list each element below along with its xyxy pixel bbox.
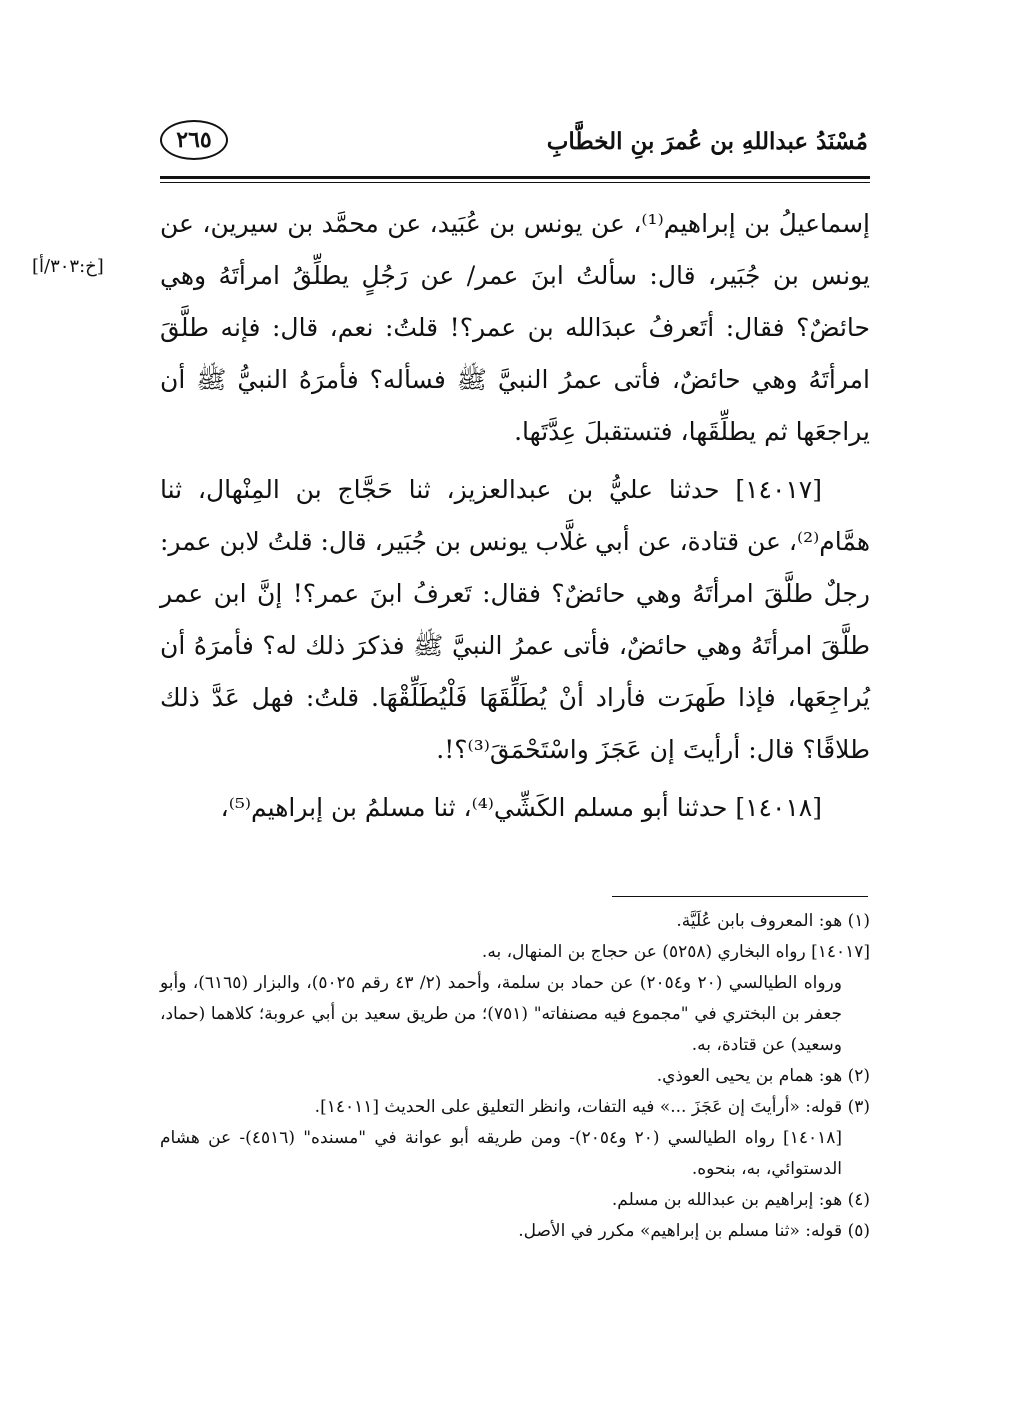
hadith-14017: [١٤٠١٧] حدثنا عليُّ بن عبدالعزيز، ثنا حَجَّاج بن المِنْهال، ثنا همَّام⁽²⁾، عن قتادة، عن أبي غلَّاب يونس بن جُبَير، قال: قلتُ لابن عمر: رجلٌ طلَّقَ امرأتَهُ وهي حائضٌ؟ فقال: تَعرفُ ابنَ عمر؟! إنَّ ابن عمر طلَّقَ امرأتَهُ وهي حائضٌ، فأتى عمرُ النبيَّ ﷺ فذكرَ ذلك له؟ فأمرَهُ أن يُراجِعَها، فإذا طَهرَت فأراد أنْ يُطَلِّقَهَا فَلْيُطَلِّقْهَا. قلتُ: فهل عَدَّ ذلك طلاقًا؟ قال: أرأيتَ إن عَجَزَ واسْتَحْمَقَ⁽³⁾؟!. [160,475,870,764]
paragraph-1: إسماعيلُ بن إبراهيم⁽¹⁾، عن يونس بن عُبَيد، عن محمَّد بن سيرين، عن يونس بن جُبَير، قال: سألتُ ابنَ عمر/ عن رَجُلٍ يطلِّقُ امرأتَهُ وهي حائضٌ؟ فقال: أتَعرفُ عبدَالله بن عمر؟! قلتُ: نعم، قال: فإنه طلَّقَ امرأتَهُ وهي حائضٌ، فأتى عمرُ النبيَّ ﷺ فسأله؟ فأمرَهُ النبيُّ ﷺ أن يراجعَها ثم يطلِّقَها، فتستقبلَ عِدَّتَها. [160,209,870,446]
footnote-14017: [١٤٠١٧] رواه البخاري (٥٢٥٨) عن حجاج بن المنهال، به. [481,942,870,962]
page-header [160,118,870,170]
running-title: مُسْنَدُ عبداللهِ بن عُمرَ بنِ الخطَّابِ [546,128,868,155]
footnote-1: (١) هو: المعروف بابن عُلَيَّة. [676,911,870,931]
main-text [160,198,870,840]
footnote-2: (٢) هو: همام بن يحيى العوذي. [656,1066,870,1086]
footnote-14018: [١٤٠١٨] رواه الطيالسي (٢٠ و٢٠٥٤)- ومن طريقه أبو عوانة في "مسنده" (٤٥١٦)- عن هشام الدستوائي، به، بنحوه. [160,1128,842,1179]
page-number-badge: ٢٦٥ [160,120,228,160]
footnote-separator [612,896,868,897]
footnote-14017-cont: ورواه الطيالسي (٢٠ و٢٠٥٤) عن حماد بن سلمة، وأحمد (٢/ ٤٣ رقم ٥٠٢٥)، والبزار (٦١٦٥)، وأبو جعفر بن البختري في "مجموع فيه مصنفاته" (٧٥١)؛ من طريق سعيد بن أبي عروبة؛ كلاهما (حماد، وسعيد) عن قتادة، به. [160,973,843,1055]
manuscript-margin-reference: [خ:٣٠٣/أ] [32,256,104,277]
footnote-3: (٣) قوله: «أرأيتَ إن عَجَزَ ...» فيه التفات، وانظر التعليق على الحديث [١٤٠١١]. [314,1097,870,1117]
footnote-4: (٤) هو: إبراهيم بن عبدالله بن مسلم. [611,1190,870,1210]
header-rule [160,176,870,179]
footnotes [160,906,870,1247]
footnote-5: (٥) قوله: «ثنا مسلم بن إبراهيم» مكرر في الأصل. [518,1221,870,1241]
header-rule-thin [160,182,870,183]
hadith-14018: [١٤٠١٨] حدثنا أبو مسلم الكَشِّي⁽⁴⁾، ثنا مسلمُ بن إبراهيم⁽⁵⁾، [220,793,822,822]
